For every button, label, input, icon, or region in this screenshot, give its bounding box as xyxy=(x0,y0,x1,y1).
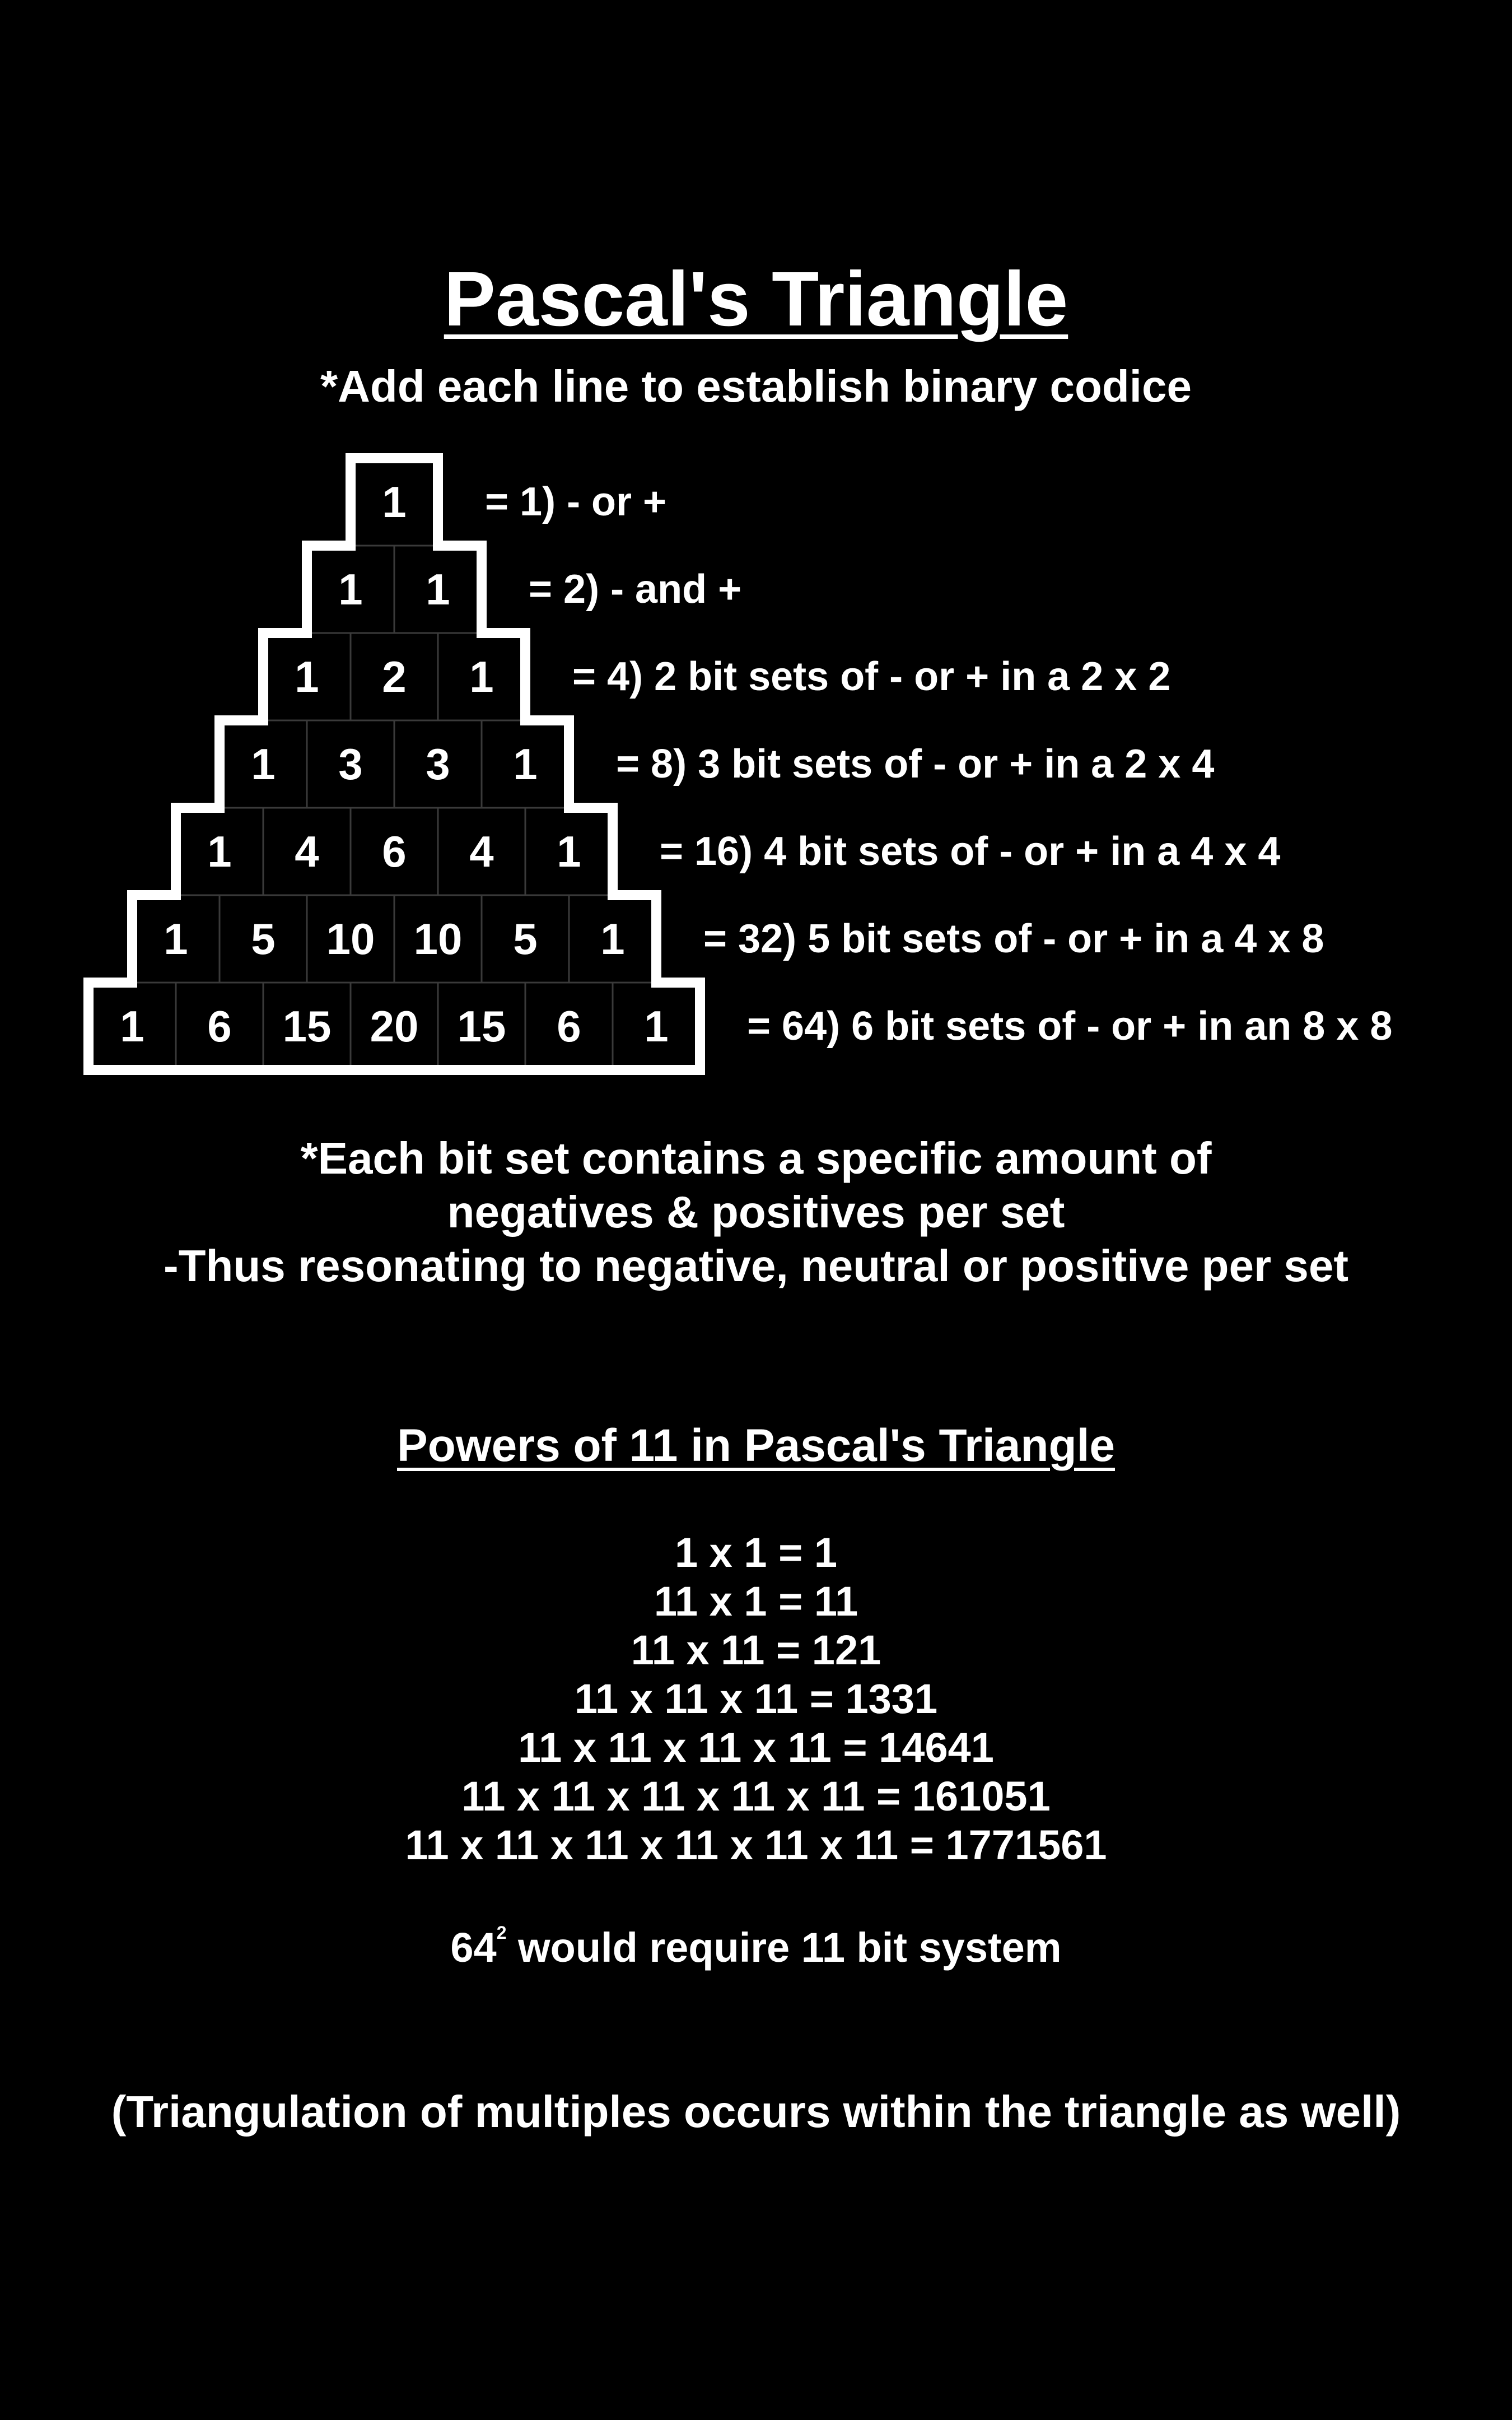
triangle-cell: 6 xyxy=(382,827,407,876)
triangle-cell: 1 xyxy=(469,652,494,701)
powers-line: 11 x 11 x 11 = 1331 xyxy=(574,1676,938,1722)
triangle-cell: 4 xyxy=(469,827,494,876)
row-label: = 1) - or + xyxy=(485,480,667,524)
triangle-cell: 1 xyxy=(600,914,625,964)
triangle-cell: 20 xyxy=(370,1002,419,1051)
triangle-cell: 1 xyxy=(557,827,581,876)
triangle-cell: 6 xyxy=(557,1002,581,1051)
triangle-cell: 1 xyxy=(120,1002,144,1051)
row-label: = 16) 4 bit sets of - or + in a 4 x 4 xyxy=(660,829,1281,874)
triangle-cell: 1 xyxy=(164,914,188,964)
triangle-cell: 10 xyxy=(326,914,375,964)
page-subtitle: *Add each line to establish binary codice xyxy=(320,361,1192,411)
triangle-cell: 3 xyxy=(426,739,450,789)
powers-line: 11 x 11 x 11 x 11 = 14641 xyxy=(518,1724,994,1771)
powers-line: 11 x 11 = 121 xyxy=(631,1627,881,1673)
footer-note: (Triangulation of multiples occurs within the triangle as well) xyxy=(111,2087,1401,2137)
triangle-cell: 1 xyxy=(251,739,276,789)
triangle-cell: 10 xyxy=(413,914,463,964)
powers-line: 11 x 1 = 11 xyxy=(654,1578,858,1625)
powers-line: 1 x 1 = 1 xyxy=(674,1529,838,1576)
row-label: = 32) 5 bit sets of - or + in a 4 x 8 xyxy=(703,916,1324,961)
triangle-cell: 3 xyxy=(338,739,363,789)
triangle-cell: 1 xyxy=(382,477,407,527)
row-label: = 8) 3 bit sets of - or + in a 2 x 4 xyxy=(616,742,1215,787)
triangle-cell: 1 xyxy=(207,827,232,876)
page-title: Pascal's Triangle xyxy=(444,256,1068,342)
bit-note-text: would require 11 bit system xyxy=(506,1924,1062,1971)
triangle-cell: 2 xyxy=(382,652,407,701)
triangle-cell: 15 xyxy=(457,1002,506,1051)
triangle-cell: 5 xyxy=(513,914,538,964)
triangle-cell: 5 xyxy=(251,914,276,964)
powers-list xyxy=(0,1528,1512,1869)
triangle-cell: 1 xyxy=(338,565,363,614)
powers-line: 11 x 11 x 11 x 11 x 11 x 11 = 1771561 xyxy=(405,1822,1107,1868)
row-label: = 64) 6 bit sets of - or + in an 8 x 8 xyxy=(747,1004,1393,1049)
triangle-cell: 6 xyxy=(207,1002,232,1051)
powers-line: 11 x 11 x 11 x 11 x 11 = 161051 xyxy=(461,1773,1051,1819)
note-line: *Each bit set contains a specific amount of xyxy=(300,1133,1212,1183)
bit-note-base: 64 xyxy=(450,1924,497,1971)
note-line: negatives & positives per set xyxy=(447,1187,1065,1237)
bit-system-note xyxy=(0,1923,1512,1971)
triangle-cell: 15 xyxy=(282,1002,332,1051)
triangle-cell: 1 xyxy=(644,1002,669,1051)
triangle-cell: 1 xyxy=(295,652,319,701)
note-line: -Thus resonating to negative, neutral or positive per set xyxy=(164,1241,1348,1291)
triangle-cell: 4 xyxy=(295,827,319,876)
triangle-cell: 1 xyxy=(513,739,538,789)
row-label: = 2) - and + xyxy=(529,567,742,612)
bit-note-exponent: 2 xyxy=(496,1923,507,1943)
triangle-cell: 1 xyxy=(426,565,450,614)
row-label: = 4) 2 bit sets of - or + in a 2 x 2 xyxy=(572,654,1171,699)
powers-heading: Powers of 11 in Pascal's Triangle xyxy=(397,1420,1115,1471)
notes xyxy=(0,1132,1512,1293)
